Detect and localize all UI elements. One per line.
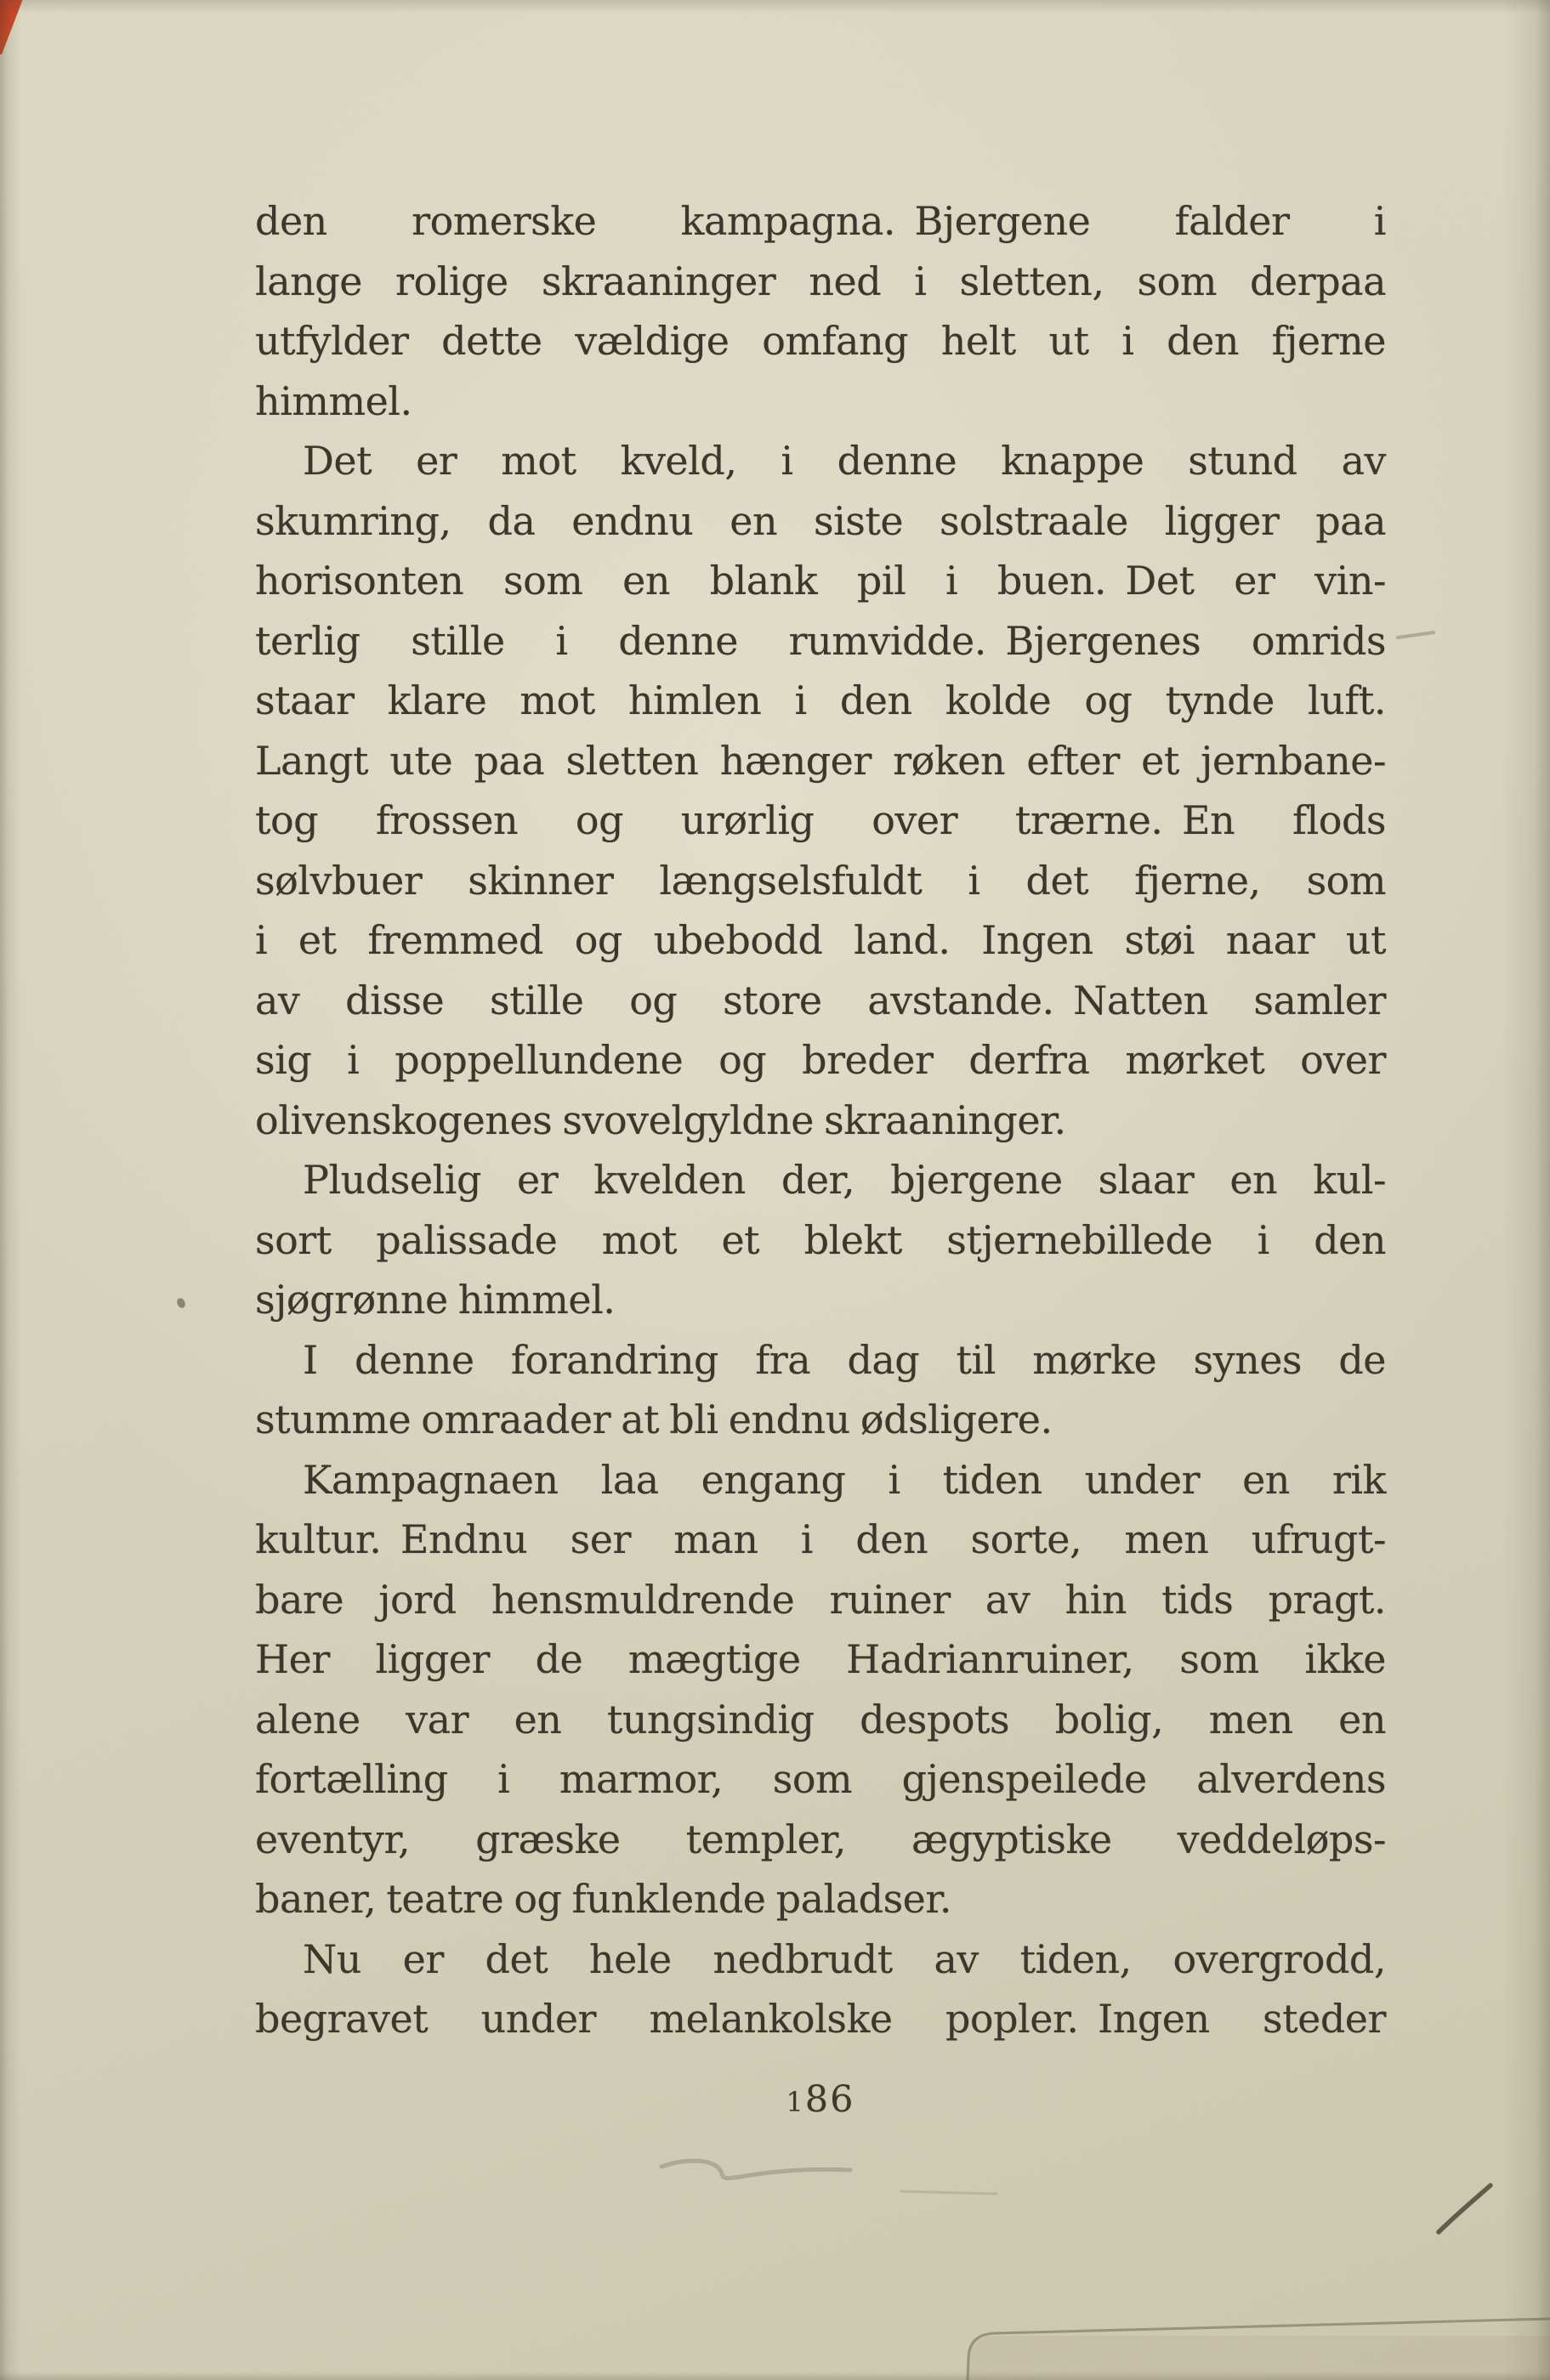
text-line: I denne forandring fra dag til mørke synes de [303,1336,1386,1383]
text-line: Langt ute paa sletten hænger røken efter et jernbane- [255,737,1386,784]
top-edge-shadow [0,0,1550,14]
text-line: begravet under melankolske popler. Ingen steder [255,1996,1386,2042]
text-line: skumring, da endnu en siste solstraale ligger paa [255,497,1386,544]
text-line: sort palissade mot et blekt stjernebillede i den [255,1216,1386,1263]
text-line: eventyr, græske templer, ægyptiske veddeløps- [255,1816,1386,1862]
text-line: Det er mot kveld, i denne knappe stund av [303,438,1386,484]
text-line: baner, teatre og funklende paladser. [255,1876,951,1922]
text-line: av disse stille og store avstande. Natten samler [255,977,1386,1023]
text-line: Nu er det hele nedbrudt av tiden, overgrodd, [303,1935,1386,1982]
margin-dot-artifact [175,1297,186,1310]
text-line: fortælling i marmor, som gjenspeilede alverdens [255,1756,1386,1802]
text-line: stumme omraader at bli endnu ødsligere. [255,1397,1053,1442]
text-line: bare jord hensmuldrende ruiner av hin tids pragt. [255,1576,1386,1623]
text-line: sig i poppellundene og breder derfra mørket over [255,1037,1386,1083]
pen-slash-artifact [1439,2185,1490,2232]
text-line: den romerske kampagna. Bjergene falder i [255,198,1386,244]
text-line: sølvbuer skinner længselsfuldt i det fjerne, som [255,857,1386,904]
text-block [255,191,1386,2049]
text-line: alene var en tungsindig despots bolig, men en [255,1696,1386,1742]
under-sheet-corner [968,2336,1550,2380]
right-edge-shadow [1502,0,1550,2380]
text-line: terlig stille i denne rumvidde. Bjergenes omrids [255,617,1386,664]
red-corner-artifact [0,0,29,54]
pencil-smudge-tail-artifact [901,2191,996,2194]
text-line: olivenskogenes svovelgyldne skraaninger. [255,1096,1066,1143]
text-line: Pludselig er kvelden der, bjergene slaar en kul- [303,1157,1386,1203]
pencil-smudge-artifact [661,2161,850,2178]
text-line: utfylder dette vældige omfang helt ut i den fjerne [255,318,1386,364]
text-line: Kampagnaen laa engang i tiden under en rik [303,1456,1386,1503]
text-line: himmel. [255,377,412,424]
text-line: staar klare mot himlen i den kolde og tynde luft. [255,677,1386,723]
text-line: tog frossen og urørlig over trærne. En flods [255,797,1386,843]
left-edge-shadow [0,0,22,2380]
text-line: horisonten som en blank pil i buen. Det er vin- [255,558,1386,604]
text-line: kultur. Endnu ser man i den sorte, men ufrugt- [255,1516,1386,1562]
text-line: i et fremmed og ubebodd land. Ingen støi naar ut [255,917,1386,963]
margin-dash-artifact [1398,632,1434,638]
page-number: 186 [786,2078,855,2121]
text-line: Her ligger de mægtige Hadrianruiner, som ikke [255,1636,1386,1682]
text-line: lange rolige skraaninger ned i sletten, som derpaa [255,258,1386,304]
text-line: sjøgrønne himmel. [255,1277,616,1323]
